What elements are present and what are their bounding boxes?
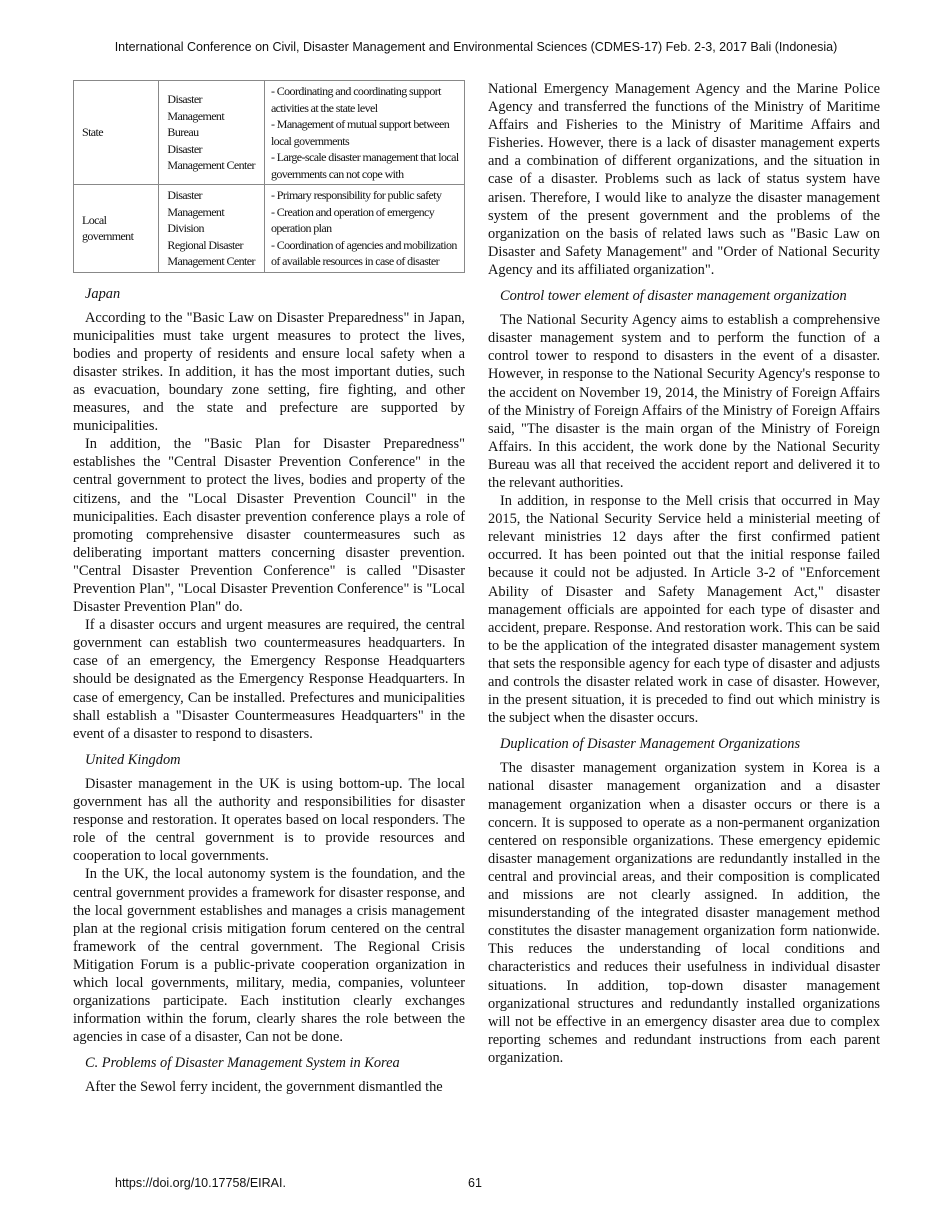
paragraph-continued: National Emergency Management Agency and the Marine Police Agency and transferred the functions of the Ministry of Maritime Affairs and Fisheries to the Ministry of Maritime Affairs and Fisheries. However, there is a lack of disaster management experts and a combination of different organizations, and the situation in case of a disaster. Problems such as lack of status system have arisen. Therefore, I would like to analyze the disaster management system of the present government and the problems of the organization on the basis of related laws such as "Basic Law on Disaster and Safety Management" and "Order of National Security Agency and its affiliated organization". — [488, 81, 880, 278]
role-item: - Creation and operation of emergency operation plan — [270, 204, 435, 235]
table-cell-organization — [159, 185, 265, 273]
subsection-heading-japan: Japan — [85, 285, 121, 302]
paragraph: The National Security Agency aims to establish a comprehensive disaster management system and to perform the function of a control tower to respond to disasters in the event of a disaster. However, in response to the National Security Agency's response to the accident on November 19, 2014, the Ministry of Foreign Affairs of the Ministry of Foreign Affairs of the Ministry of Foreign Affairs said, "The disaster is the main organ of the Ministry of Foreign Affairs. In this accident, the work done by the National Security Bureau was all that received the accident report and delivered it to the relevant authorities. — [488, 312, 880, 491]
subsection-heading-control-tower: Control tower element of disaster management organization — [500, 288, 847, 305]
role-item: - Large-scale disaster management that local governments can not cope with — [270, 150, 459, 181]
table-cell-roles — [264, 185, 464, 273]
table-cell-level: Local government — [74, 185, 159, 273]
paragraph: After the Sewol ferry incident, the government dismantled the — [85, 1079, 443, 1096]
organization-line: Regional Disaster — [167, 237, 243, 252]
role-item: - Coordination of agencies and mobilization of available resources in case of disaster — [270, 237, 457, 268]
organization-line: Management Center — [167, 254, 255, 268]
organization-line: Management — [167, 108, 225, 123]
role-item: - Primary responsibility for public safety — [270, 188, 442, 202]
paragraph: In addition, the "Basic Plan for Disaster Preparedness" establishes the "Central Disaster Prevention Conference" in the central government to protect the lives, bodies and property of the citizens, and the "Local Disaster Prevention Council" in the municipalities. Each disaster prevention conference plays a role of promoting comprehensive disaster countermeasures such as deliberating important matters concerning disaster prevention. "Central Disaster Prevention Conference" is called "Disaster Prevention Plan", "Local Disaster Prevention Conference" is "Local Disaster Prevention Plan" do. — [73, 436, 465, 616]
paragraph: According to the "Basic Law on Disaster Preparedness" in Japan, municipalities must take urgent measures to protect the lives, bodies and property of residents and ensure local safety when a disaster strikes. In addition, it has the most important duties, such as evacuation, boundary zone setting, fire fighting, and other measures, and the state and prefecture are supported by municipalities. — [73, 309, 465, 435]
paragraph: Disaster management in the UK is using bottom-up. The local government has all the authority and responsibilities for disaster response and restoration. It operates based on local responders. The role of the central government is to provide resources and cooperation to local governments. — [73, 775, 465, 865]
paragraph: If a disaster occurs and urgent measures are required, the central government can establish two countermeasures headquarters. In case of an emergency, the Emergency Response Headquarters should be designated as the Emergency Response Headquarters. In case of emergency, Can be installed. Prefectures and municipalities shall establish a "Disaster Countermeasures Headquarters" in the event of a disaster to respond to disasters. — [73, 617, 465, 742]
subsection-heading-duplication: Duplication of Disaster Management Organizations — [500, 736, 801, 753]
running-header: International Conference on Civil, Disaster Management and Environmental Sciences (CDMES-17) Feb. 2-3, 2017 Bali (Indonesia) — [114, 40, 838, 54]
role-item: - Management of mutual support between local governments — [270, 117, 450, 148]
organization-line: Management Center — [167, 158, 255, 173]
paragraph: In the UK, the local autonomy system is the foundation, and the central government provides a framework for disaster response, and the local government establishes and manages a crisis management plan at the regional crisis mitigation forum centered on the central framework of the central government. The Regional Crisis Mitigation Forum is a public-private cooperation organization in which local governments, military, media, companies, volunteer organizations participate. Each institution clearly exchanges information within the forum, clearly shares the role between the agencies in case of a disaster, Can not be done. — [73, 866, 465, 1046]
right-column — [488, 80, 880, 1067]
paragraph: The disaster management organization system in Korea is a national disaster management organization and a disaster management organization when a disaster occurs or there is a concern. It is supposed to operate as a non-permanent organization centered on responsible organizations. These emergency epidemic disaster management organizations are redundantly installed in the central and provincial areas, and their composition is complicated and missions are not clearly assigned. In addition, the misunderstanding of the integrated disaster management method constitutes the disaster management organization form nationwide. This reduces the understanding of local conditions and characteristics and reduces their usefulness in individual disaster situations. In addition, top-down disaster management organizational structures and redundantly installed organizations will not be effective in an emergency disaster area due to complex reporting schemes and redundant instructions from each parent organization. — [488, 760, 880, 1066]
doi-footer: https://doi.org/10.17758/EIRAI. — [115, 1176, 286, 1190]
organization-line: Disaster — [167, 92, 202, 107]
table-cell-roles — [264, 81, 464, 185]
organization-line: Disaster — [167, 141, 202, 156]
disaster-organization-table — [73, 80, 465, 273]
table-row — [74, 185, 465, 273]
role-item: - Coordinating and coordinating support activities at the state level — [270, 84, 441, 115]
subsection-heading-uk: United Kingdom — [85, 751, 181, 768]
section-heading-c: C. Problems of Disaster Management System in Korea — [85, 1055, 400, 1072]
organization-line: Management — [167, 204, 225, 219]
organization-line: Bureau — [167, 125, 199, 140]
organization-line: Disaster — [167, 188, 202, 202]
left-column — [73, 80, 465, 1097]
paragraph: In addition, in response to the Mell crisis that occurred in May 2015, the National Security Service held a ministerial meeting of relevant ministries 12 days after the first confirmed patient occurred. It has been pointed out that the initial response failed because it could not be adjusted. In Article 3-2 of "Enforcement Ability of Disaster and Safety Management Act," disaster management officials are appointed for each type of disaster and accident, prepare. Response. And restoration work. This can be said to be the application of the integrated disaster management system that sets the responsible agency for each type of disaster and adjusts and controls the disaster related work in case of disaster. However, in the present situation, it is preceded to find out which ministry is the subject when the disaster occurs. — [488, 493, 880, 727]
table-cell-organization — [159, 81, 265, 185]
organization-line: Division — [167, 221, 204, 235]
table-row — [74, 81, 465, 185]
table-cell-level: State — [74, 81, 159, 185]
page-number: 61 — [468, 1176, 482, 1190]
